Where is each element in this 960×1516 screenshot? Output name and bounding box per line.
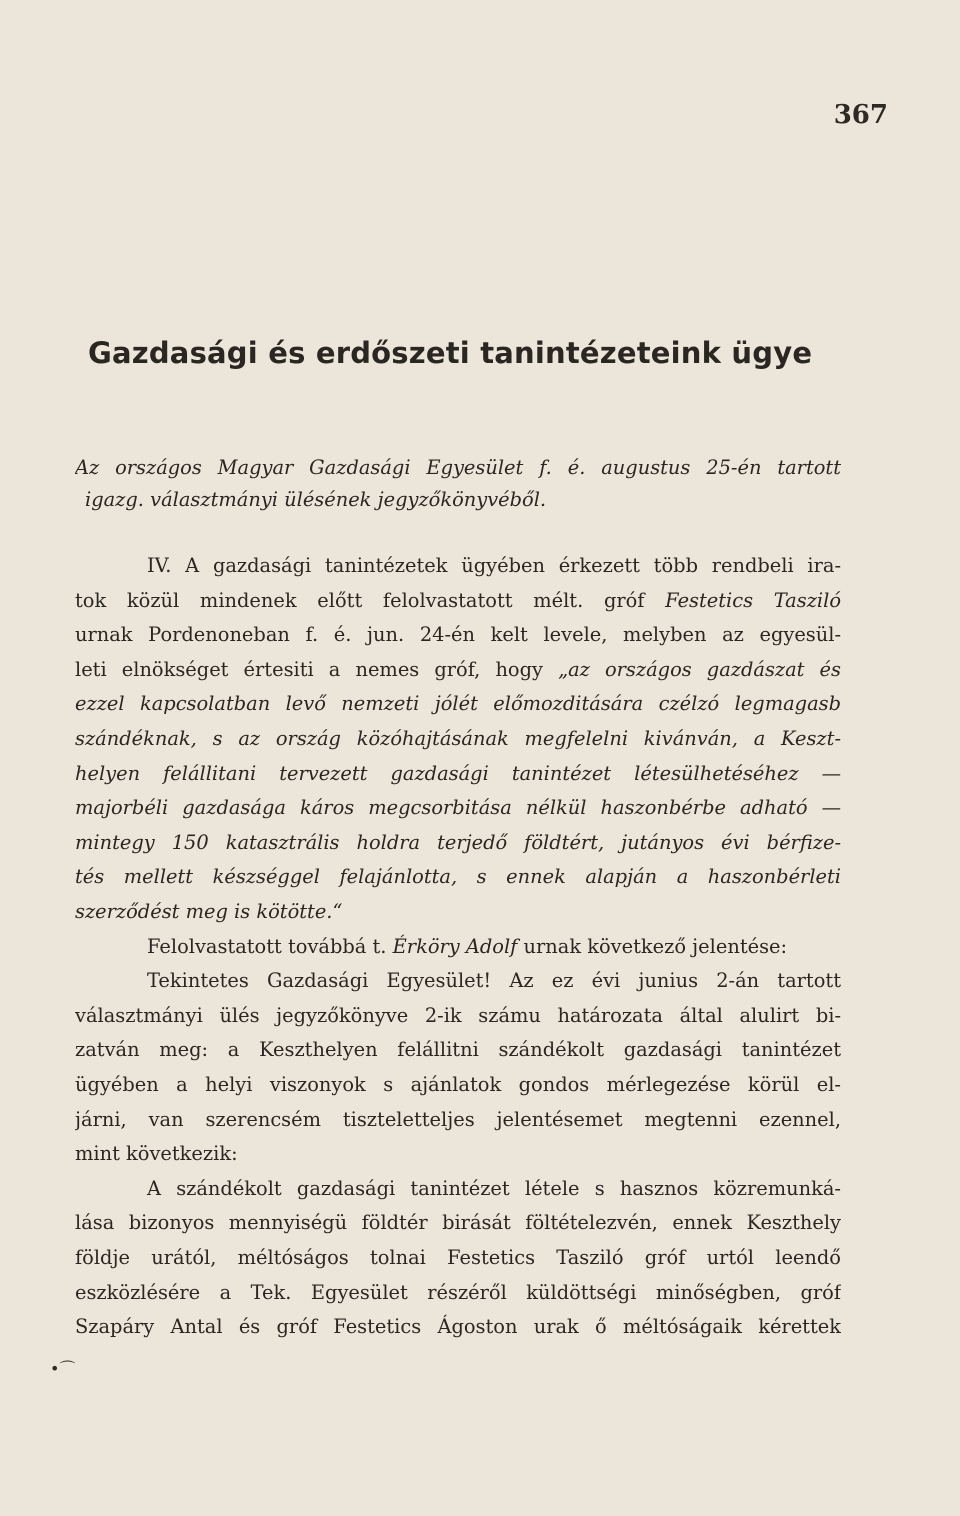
body-line <box>75 1136 841 1172</box>
body-line <box>75 929 841 965</box>
text-run: szerződést meg is kötötte.“ <box>75 900 343 923</box>
text-run: ügyében a helyi viszonyok s ajánlatok gondos mérlegezése körül el- <box>75 1073 841 1096</box>
body-line <box>75 894 841 930</box>
text-run: majorbéli gazdasága káros megcsorbitása nélkül haszonbérbe adható — <box>75 796 841 820</box>
body-line <box>75 1171 841 1207</box>
body-line <box>75 998 841 1034</box>
text-run: Festetics Tasziló <box>665 588 841 612</box>
text-run: IV. A gazdasági tanintézetek ügyében érkezett több rendbeli ira- <box>147 554 841 577</box>
body-line <box>75 1275 841 1311</box>
subtitle-line-1: Az országos Magyar Gazdasági Egyesület f. é. augustus 25-én tartott <box>75 456 841 479</box>
text-run: Tekintetes Gazdasági Egyesület! Az ez évi junius 2-án tartott <box>147 969 841 993</box>
text-run: tés mellett készséggel felajánlotta, s ennek alapján a haszonbérleti <box>75 865 841 889</box>
body-line <box>75 1205 841 1241</box>
text-run: Szapáry Antal és gróf Festetics Ágoston urak ő méltóságaik kérettek <box>75 1315 841 1339</box>
page-number: 367 <box>833 100 888 130</box>
text-run: urnak Pordenoneban f. é. jun. 24-én kelt levele, melyben az egyesül- <box>75 623 841 647</box>
body-line <box>75 583 841 619</box>
body-line <box>75 721 841 757</box>
section-title: Gazdasági és erdőszeti tanintézeteink ügye <box>88 336 813 370</box>
body-line <box>75 756 841 792</box>
text-run: választmányi ülés jegyzőkönyve 2-ik számu határozata által alulirt bi- <box>75 1003 841 1027</box>
text-run: tok közül mindenek előtt felolvastatott mélt. gróf <box>75 588 666 612</box>
text-run: Érköry Adolf <box>392 934 518 958</box>
margin-mark: •⌒ <box>50 1359 76 1378</box>
body-line <box>75 617 841 653</box>
text-run: A szándékolt gazdasági tanintézet létele s hasznos közremunká- <box>147 1176 841 1200</box>
text-run: urnak következő jelentése: <box>517 934 788 958</box>
body-line <box>75 825 841 861</box>
body-line <box>75 548 841 584</box>
text-run: mint következik: <box>75 1142 238 1166</box>
body-line <box>75 859 841 895</box>
text-run: Felolvastatott továbbá t. <box>147 934 393 958</box>
body-line <box>75 686 841 722</box>
body-line <box>75 1032 841 1068</box>
text-run: lása bizonyos mennyiségü földtér birását föltételezvén, ennek Keszthely <box>75 1211 841 1235</box>
body-line <box>75 963 841 999</box>
text-run: szándéknak, s az ország közóhajtásának megfelelni kivánván, a Keszt- <box>75 727 841 750</box>
text-run: földje urától, méltóságos tolnai Festetics Tasziló gróf urtól leendő <box>75 1246 841 1269</box>
body-line <box>75 1240 841 1276</box>
text-run: leti elnökséget értesiti a nemes gróf, hogy <box>75 657 559 681</box>
text-run: „az országos gazdászat és <box>558 657 841 681</box>
text-run: zatván meg: a Keszthelyen felállitni szándékolt gazdasági tanintézet <box>75 1038 841 1062</box>
subtitle-line-2: igazg. választmányi ülésének jegyzőkönyvéből. <box>85 488 547 511</box>
text-run: eszközlésére a Tek. Egyesület részéről küldöttségi minőségben, gróf <box>75 1280 841 1304</box>
body-line <box>75 652 841 688</box>
body-line <box>75 790 841 826</box>
body-line <box>75 1067 841 1103</box>
body-line <box>75 1102 841 1138</box>
text-run: helyen felállitani tervezett gazdasági tanintézet létesülhetéséhez — <box>75 761 841 785</box>
text-run: járni, van szerencsém tiszteletteljes jelentésemet megtenni ezennel, <box>75 1107 841 1131</box>
body-line <box>75 1309 841 1345</box>
text-run: ezzel kapcsolatban levő nemzeti jólét előmozditására czélzó legmagasb <box>75 692 841 716</box>
text-run: mintegy 150 katasztrális holdra terjedő földtért, jutányos évi bérfize- <box>75 830 841 854</box>
